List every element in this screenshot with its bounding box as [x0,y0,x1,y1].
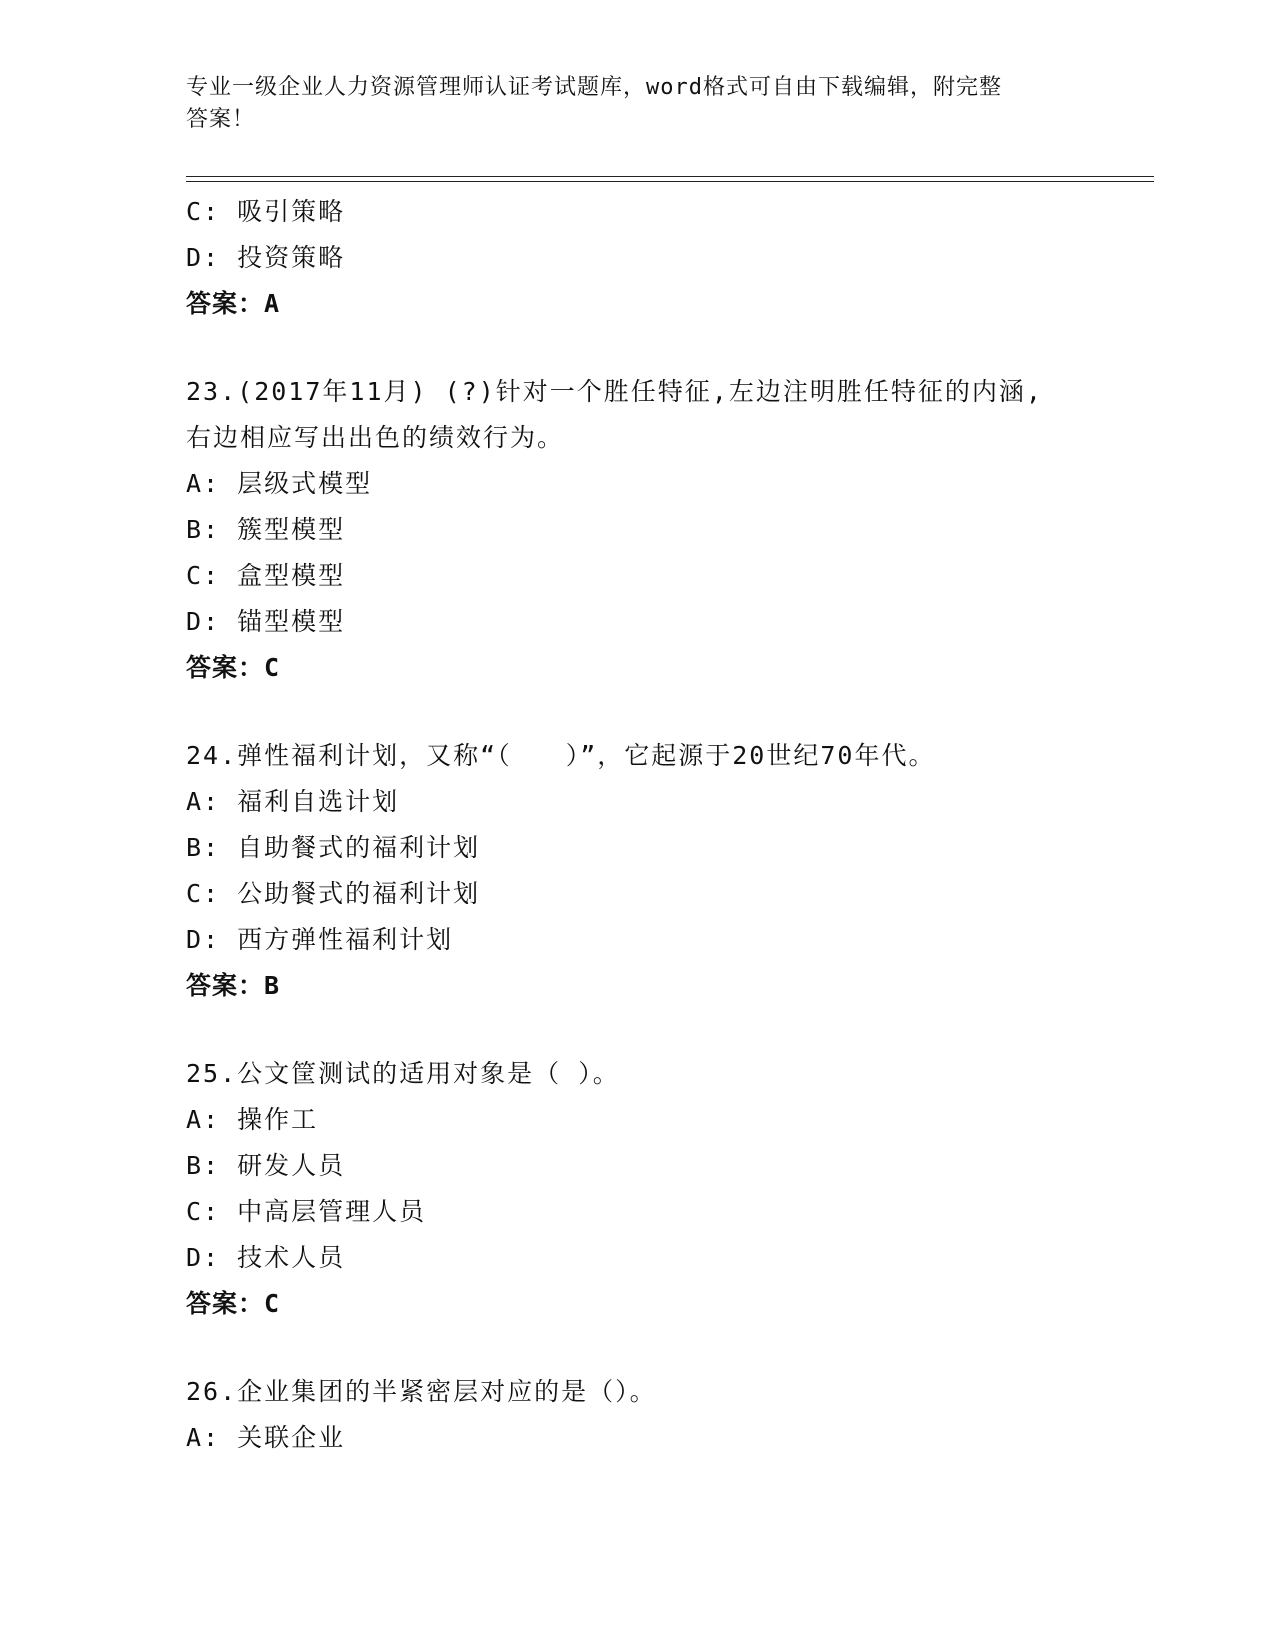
question-24 [186,733,1086,1009]
spacer [186,1009,1086,1051]
question-23 [186,369,1086,691]
question-25 [186,1051,1086,1327]
answer-line: 答案：A [186,289,281,318]
option-d: D: 技术人员 [186,1243,346,1272]
question-stem: 25.公文筐测试的适用对象是（ ）。 [186,1059,620,1088]
question-list [186,189,1086,1461]
question-stem: 26.企业集团的半紧密层对应的是（）。 [186,1377,657,1406]
option-b: B: 研发人员 [186,1151,346,1180]
question-stem-cont: 右边相应写出出色的绩效行为。 [186,423,565,452]
option-a: A: 层级式模型 [186,469,373,498]
option-c: C: 公助餐式的福利计划 [186,879,481,908]
option-d: D: 西方弹性福利计划 [186,925,454,954]
question-22-tail [186,189,1086,327]
header-rule-top [186,176,1154,177]
question-26 [186,1369,1086,1461]
option-b: B: 自助餐式的福利计划 [186,833,481,862]
header-rule-bottom [186,181,1154,182]
header-line-1: 专业一级企业人力资源管理师认证考试题库，word格式可自由下载编辑，附完整 [186,75,1002,100]
spacer [186,327,1086,369]
answer-line: 答案：B [186,971,281,1000]
answer-line: 答案：C [186,1289,281,1318]
answer-line: 答案：C [186,653,281,682]
option-b: B: 簇型模型 [186,515,346,544]
header-line-2: 答案！ [186,107,256,132]
spacer [186,1327,1086,1369]
question-stem: 24.弹性福利计划，又称“（ ）”，它起源于20世纪70年代。 [186,741,936,770]
option-d: D: 投资策略 [186,243,346,272]
spacer [186,691,1086,733]
option-a: A: 操作工 [186,1105,319,1134]
option-c: C: 吸引策略 [186,197,346,226]
option-c: C: 盒型模型 [186,561,346,590]
option-c: C: 中高层管理人员 [186,1197,427,1226]
option-d: D: 锚型模型 [186,607,346,636]
option-a: A: 福利自选计划 [186,787,400,816]
document-header [186,72,1086,136]
question-stem: 23.(2017年11月) (?)针对一个胜任特征,左边注明胜任特征的内涵, [186,377,1043,406]
option-a: A: 关联企业 [186,1423,346,1452]
